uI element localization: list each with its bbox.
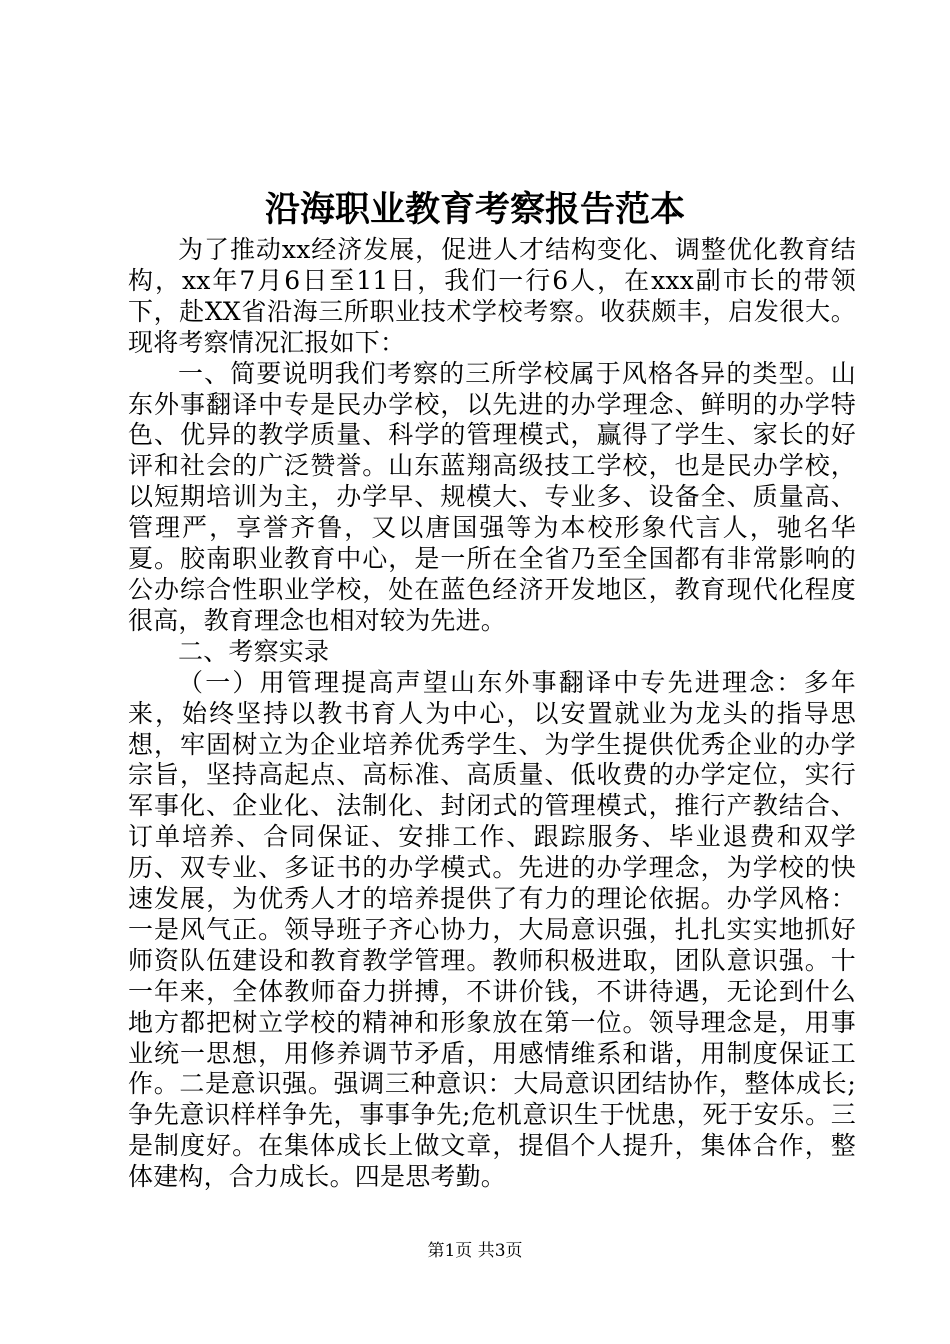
page-number-footer: 第1页 共3页 <box>427 1241 523 1261</box>
document-body <box>128 235 856 1193</box>
paragraph-section-one: 一、简要说明我们考察的三所学校属于风格各异的类型。山东外事翻译中专是民办学校，以先进的办学理念、鲜明的办学特色、优异的教学质量、科学的管理模式，赢得了学生、家长的好评和社会的广泛赞誉。山东蓝翔高级技工学校，也是民办学校，以短期培训为主，办学早、规模大、专业多、设备全、质量高、管理严，享誉齐鲁，又以唐国强等为本校形象代言人，驰名华夏。胶南职业教育中心，是一所在全省乃至全国都有非常影响的公办综合性职业学校，处在蓝色经济开发地区，教育现代化程度很高，教育理念也相对较为先进。 <box>128 358 856 635</box>
paragraph-section-two-part-one: （一）用管理提高声望山东外事翻译中专先进理念：多年来，始终坚持以教书育人为中心，以安置就业为龙头的指导思想，牢固树立为企业培养优秀学生、为学生提供优秀企业的办学宗旨，坚持高起点、高标准、高质量、低收费的办学定位，实行军事化、企业化、法制化、封闭式的管理模式，推行产教结合、订单培养、合同保证、安排工作、跟踪服务、毕业退费和双学历、双专业、多证书的办学模式。先进的办学理念，为学校的快速发展，为优秀人才的培养提供了有力的理论依据。办学风格：一是风气正。领导班子齐心协力，大局意识强，扎扎实实地抓好师资队伍建设和教育教学管理。教师积极进取，团队意识强。十一年来，全体教师奋力拼搏，不讲价钱，不讲待遇，无论到什么地方都把树立学校的精神和形象放在第一位。领导理念是，用事业统一思想，用修养调节矛盾，用感情维系和谐，用制度保证工作。二是意识强。强调三种意识：大局意识团结协作，整体成长;争先意识样样争先，事事争先;危机意识生于忧患，死于安乐。三是制度好。在集体成长上做文章，提倡个人提升，集体合作，整体建构，合力成长。四是思考勤。 <box>128 667 856 1192</box>
document-title: 沿海职业教育考察报告范本 <box>264 189 685 230</box>
paragraph-section-two-heading: 二、考察实录 <box>178 636 330 666</box>
paragraph-intro: 为了推动xx经济发展，促进人才结构变化、调整优化教育结构，xx年7月6日至11日，我们一行6人，在xxx副市长的带领下，赴XX省沿海三所职业技术学校考察。收获颇丰，启发很大。现将考察情况汇报如下： <box>128 235 856 357</box>
